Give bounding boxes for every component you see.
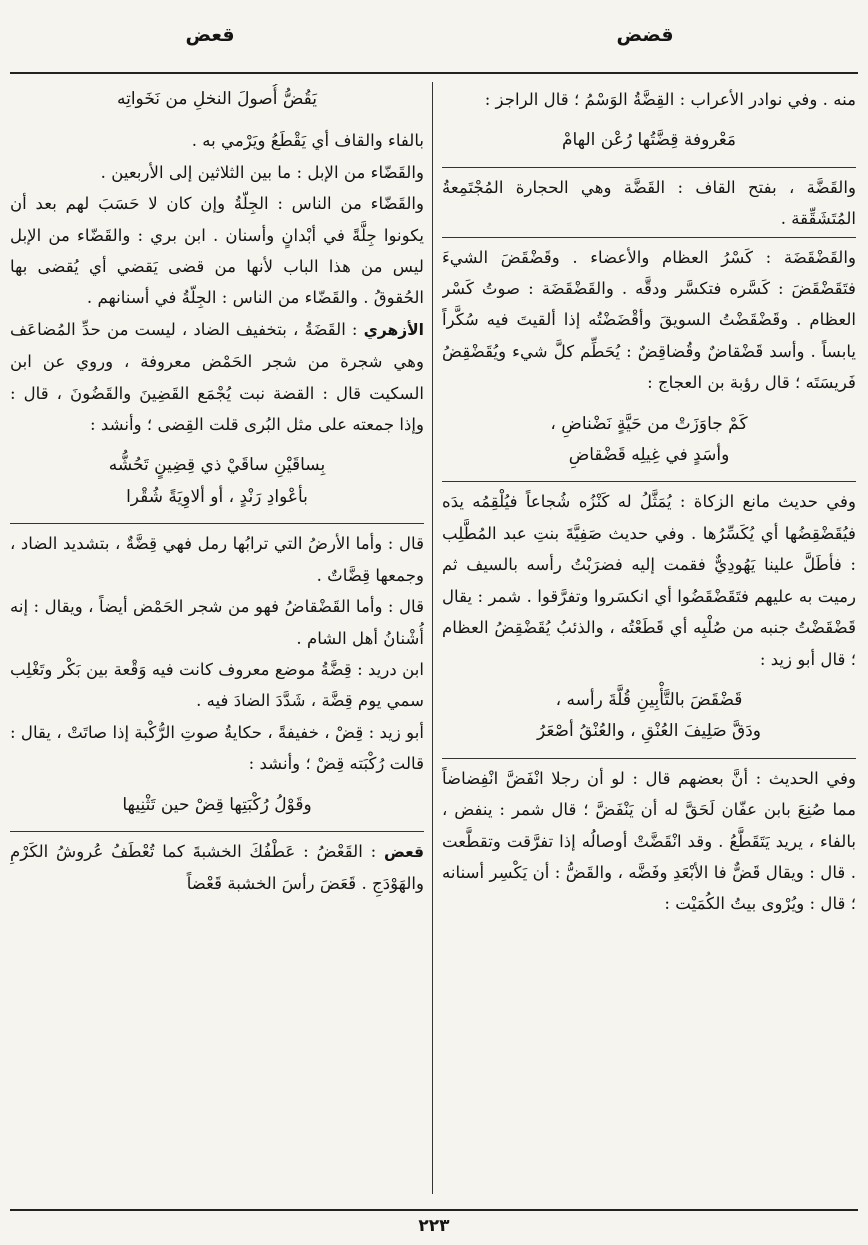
verse-line: يَقُضُّ أُصولَ النخلِ من نَخَواتِه: [116, 89, 318, 109]
source-label: الأزهري: [363, 320, 424, 339]
left-column: [10, 84, 424, 1199]
header-rule: [10, 72, 858, 74]
entry-paragraph: [10, 836, 424, 900]
entry-headword: قعض: [383, 842, 424, 861]
entry-paragraph: أبو زيد : قِضْ ، خفيفةً ، حكايةُ صوتِ الرُّكْبة إذا صاتَتْ ، يقال : قالت رُكْبَته قِضْ ؛ وأنشد :: [10, 722, 424, 774]
entry-paragraph: والقَضْقَضَة : كَسْرُ العظام والأعضاء . وقَضْقَضَ الشيءَ فتَقَضْقَضَ : كَسَّره فتكسَّر ودقَّه . والقَضْقَضَة : صوتُ كَسْر العظام . وقَضْقَضْتُ السويقَ وأقْضَضْتُه إذا ألقيتَ فيه سُكَّراً يابساً . وأسد قَضْقاضٌ وقُضاقِضٌ : يُحَطِّم كلَّ شيء ويُقَضْقِضُ فَريسَتَه ؛ قال رؤبة بن العجاج :: [442, 247, 856, 393]
verse-rule: [442, 758, 856, 759]
entry-paragraph: قال : وأما القَضْقاضُ فهو من شجر الحَمْض أيضاً ، ويقال : إنه أُشْنانُ أهل الشام .: [10, 597, 424, 648]
page-number: ٢٢٣: [418, 1216, 450, 1236]
entry-paragraph: قال : وأما الأرضُ التي ترابُها رمل فهي قِضَّةٌ ، بتشديد الضاد ، وجمعها قِضَّاتٌ .: [10, 534, 424, 585]
entry-paragraph: بالفاء والقاف أي يَقْطَعُ ويَرْمي به .: [191, 131, 424, 151]
verse-line: وأسَدٍ في غِيلِه قَضْقاضِ: [568, 445, 730, 466]
entry-paragraph: ابن دريد : قِضَّةُ موضع معروف كانت فيه وَقْعة بين بَكْر وتَغْلِب سمي يوم قِضَّة ، شَدَّدَ الضادَ فيه .: [10, 659, 424, 711]
running-header-right: قضض: [616, 24, 674, 46]
verse-line: مَعْروفة قِضَّتُها رُعْن الهامْ: [561, 130, 737, 151]
right-column: [442, 84, 856, 1199]
verse-line: بِساقَيْنِ ساقَيْ ذي قِضِينٍ تَحُشُّه: [108, 455, 326, 476]
verse-rule: [442, 481, 856, 482]
entry-paragraph: والقَضّاء من الناس : الجِلّةُ وإن كان لا حَسَبَ لهم بعد أن يكونوا جِلَّةً في أبْدانٍ وأسنان . ابن بري : والقَضّاء من الإبل ليس من هذا الباب لأنها من قضى يَقضي أي يُقضى بها الحُقوقُ . والقَضّاء من الناس : الجِلّةُ في أسنانهم .: [10, 194, 424, 308]
entry-paragraph: [10, 314, 424, 441]
entry-paragraph: والقَضَّة ، بفتح القاف : القَضَّة وهي الحجارة المُجْتَمِعةُ المُتَشَقِّقة .: [442, 177, 856, 229]
verse-rule: [10, 831, 424, 832]
verse-rule: [442, 167, 856, 168]
verse-rule: [10, 523, 424, 524]
verse-line: وقَوْلُ رُكْبَتِها قِضْ حين تَثْنِيها: [122, 794, 312, 815]
entry-text: : القَعْضُ : عَطْفُكَ الخشبةَ كما تُعْطَفُ عُروشُ الكَرْمِ والهَوْدَجِ . قَعَضَ رأسَ الخشبة قَعْضاً: [10, 841, 424, 894]
verse-line: قَضْقَضَ بالتَّأْبِينِ قُلَّةَ رأسه ،: [555, 689, 743, 710]
verse-line: كَمْ جاوَزَتْ من حَيَّةٍ نَضْناضِ ،: [550, 413, 748, 434]
footer-rule: [10, 1209, 858, 1211]
entry-text: : القَضَةُ ، بتخفيف الضاد ، ليست من حدِّ المُضاعَف وهي شجرة من شجر الحَمْض معروفة ، وروي عن ابن السكيت قال : القضة نبت يُجْمَع القَضِينَ والقَضُونَ ، قال : وإذا جمعته على مثل البُرى قلت القِضى ؛ وأنشد :: [10, 319, 424, 435]
column-divider: [432, 82, 433, 1194]
running-header-left: قعض: [185, 24, 235, 46]
entry-paragraph: وفي حديث مانع الزكاة : يُمَثَّلُ له كَنْزُه شُجاعاً فيُلْقِمُه يدَه فيُقَضْقِضُها أي يُكَسِّرُها . وفي حديث صَفِيَّةَ بنتِ عبد المُطَّلِب : فأطَلَّ علينا يَهُودِيٌّ فقمت إليه فضرَبْتُ رأسه بالسيف ثم رميت به عليهم فتَقَضْقَضُوا أي انكسَروا وتفرَّقوا . شمر : يقال قَضْقَضْتُ جنبه من صُلْبِه أي قَطَعْتُه ، والذئبُ يُقَضْقِضُ العظام ؛ قال أبو زيد :: [442, 492, 856, 669]
entry-paragraph: وفي الحديث : أنَّ بعضهم قال : لو أن رجلا انْفَضَّ انْفِضاضاً مما صُنِعَ بابن عفّان لَحَقَّ له أن يَنْفَضَّ ؛ قال شمر : ينفض ، بالفاء ، يريد يَتَقَطَّعُ . وقد انْقَضَّتْ أوصالُه إذا تفرَّقت وتقطَّعت . قال : ويقال قَضٌّ فا الأبْعَدِ وفَضَّه ، والقَضُّ : أن يَكْسِر أسنانه ؛ قال : ويُرْوى بيتُ الكُمَيْت :: [442, 768, 856, 914]
paragraph-rule: [442, 237, 856, 238]
verse-line: بأعْوادِ رَنْدٍ ، أو ألاوِيَةً شُقْرا: [126, 486, 308, 507]
entry-paragraph: والقَضّاء من الإبل : ما بين الثلاثين إلى الأربعين .: [100, 162, 424, 182]
verse-line: ودَقَّ صَلِيفَ العُنْقِ ، والعُنْقُ أصْعَرُ: [536, 721, 762, 742]
entry-paragraph: منه . وفي نوادر الأعراب : القِضَّةُ الوَسْمُ ؛ قال الراجز :: [484, 90, 856, 109]
